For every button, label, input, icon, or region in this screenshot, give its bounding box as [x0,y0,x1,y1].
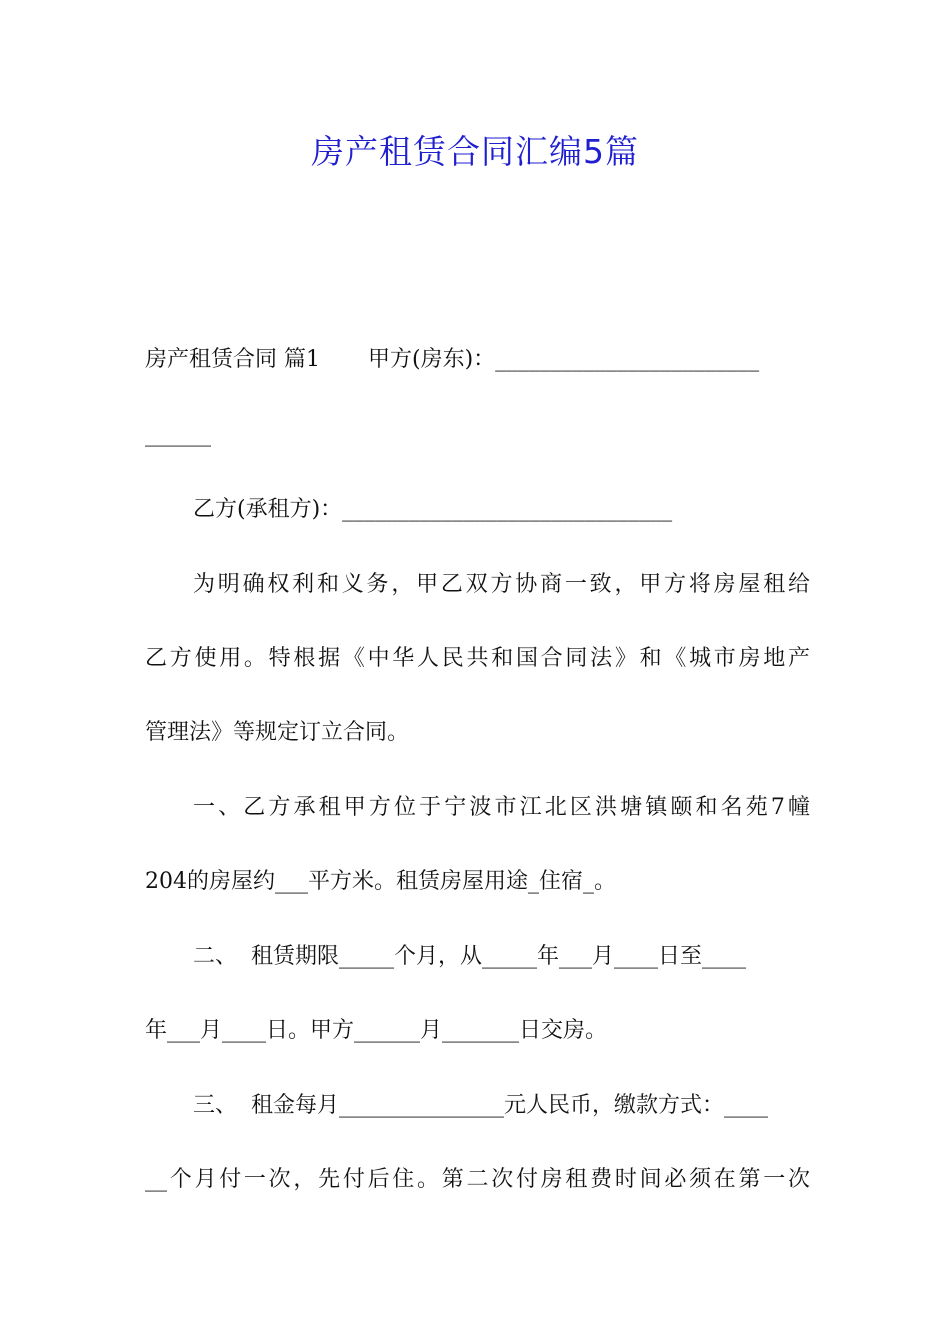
clause-2-number: 二、 [193,944,238,969]
landlord-field-continued: ______ [145,422,211,447]
landlord-field: 甲方(房东)：________________________ [368,347,760,372]
paragraph-line-1 [145,340,810,380]
clause-1-line-2: 204的房屋约___平方米。租赁房屋用途_住宿_。 [145,869,616,894]
clause-2-line-1 [145,937,810,977]
paragraph-line-2 [145,415,810,455]
paragraph-line-4: 为明确权利和义务，甲乙双方协商一致，甲方将房屋租给 [193,572,810,597]
clause-1-line-1: 一、乙方承租甲方位于宁波市江北区洪塘镇颐和名苑7幢 [193,795,810,820]
clause-2-text: 租赁期限_____个月，从_____年___月____日至____ [251,944,747,969]
clause-3-line-2: __个月付一次，先付后住。第二次付房租费时间必须在第一次 [145,1167,810,1192]
section-heading: 房产租赁合同 篇1 [145,347,320,372]
paragraph-line-5: 乙方使用。特根据《中华人民共和国合同法》和《城市房地产 [145,646,810,671]
clause-2-line-2: 年___月____日。甲方______月_______日交房。 [145,1018,608,1043]
clause-3-line-1 [145,1086,810,1126]
document-title: 房产租赁合同汇编5篇 [311,132,639,171]
tenant-field [145,490,810,530]
clause-3-text: 租金每月_______________元人民币，缴款方式：____ [251,1093,769,1118]
clause-3-number: 三、 [193,1093,238,1118]
tenant-field-text: 乙方(承租方)：______________________________ [193,497,673,522]
paragraph-line-6: 管理法》等规定订立合同。 [145,720,410,745]
